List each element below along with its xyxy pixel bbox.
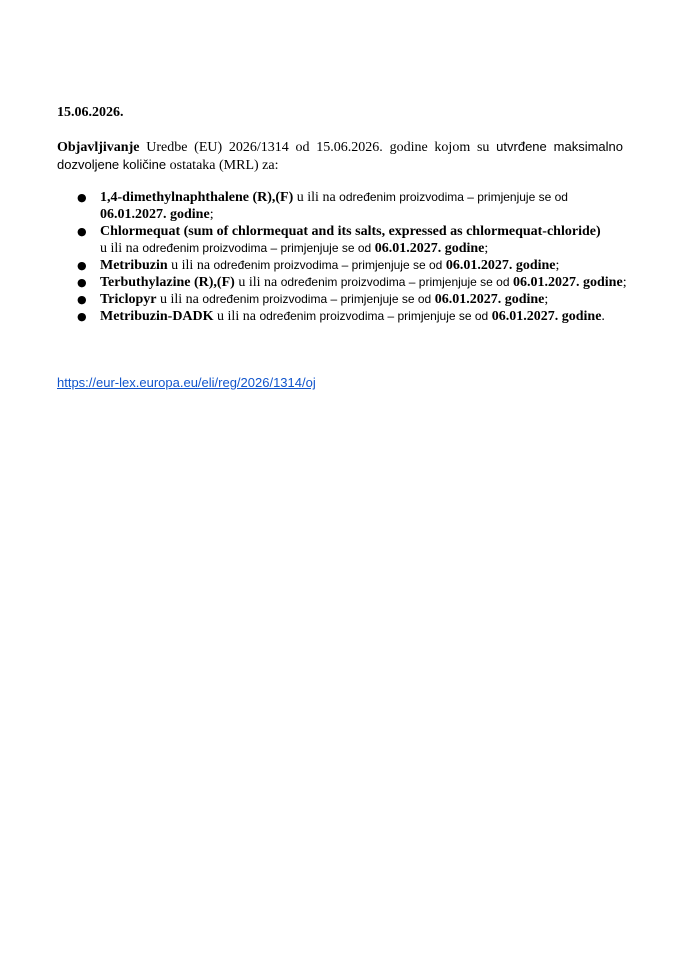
bullet-icon: ● [77, 293, 87, 306]
intro-text-2: utvrđene maksimalno dozvoljene količine [57, 139, 623, 172]
list-item [57, 257, 629, 274]
list-item [57, 189, 629, 223]
list-item [57, 308, 629, 325]
substance-name: Triclopyr [100, 292, 157, 307]
substance-list [57, 189, 629, 325]
item-text-sans: određenim proizvodima – primjenjuje se od [142, 241, 372, 255]
effective-date: 06.01.2027. godine [434, 292, 545, 307]
bullet-icon: ● [77, 259, 87, 272]
substance-name: Metribuzin [100, 258, 168, 273]
eur-lex-link[interactable]: https://eur-lex.europa.eu/eli/reg/2026/1314/oj [57, 375, 316, 390]
item-text: u ili na [167, 258, 214, 273]
effective-date: 06.01.2027. godine [445, 258, 556, 273]
effective-date: 06.01.2027. godine [491, 309, 602, 324]
intro-lead: Objavljivanje [57, 140, 140, 155]
bullet-icon: ● [77, 191, 87, 204]
intro-text-3: ostataka (MRL) za: [166, 158, 279, 173]
intro-paragraph [57, 138, 623, 174]
intro-text-1: Uredbe (EU) 2026/1314 od 15.06.2026. godine kojom su [139, 140, 497, 155]
item-end: ; [544, 292, 549, 307]
item-text-sans: određenim proizvodima – primjenjuje se od [202, 292, 432, 306]
bullet-icon: ● [77, 310, 87, 323]
bullet-icon: ● [77, 225, 87, 238]
item-end: ; [555, 258, 560, 273]
effective-date: 06.01.2027. godine [513, 275, 623, 290]
effective-date: 06.01.2027. godine [374, 241, 485, 256]
item-text: u ili na [213, 309, 260, 324]
substance-name: 1,4-dimethylnaphthalene (R),(F) [100, 190, 294, 205]
item-text-sans: određenim proizvodima – primjenjuje se od [280, 275, 510, 289]
substance-name: Metribuzin-DADK [100, 309, 214, 324]
item-text: u ili na [100, 241, 143, 256]
bullet-icon: ● [77, 276, 87, 289]
substance-name: Terbuthylazine (R),(F) [100, 275, 235, 290]
item-end: ; [209, 207, 214, 222]
item-text: u ili na [293, 190, 340, 205]
document-date: 15.06.2026. [57, 105, 124, 120]
item-end: . [601, 309, 605, 324]
item-text-sans: određenim proizvodima – primjenjuje se od [213, 258, 443, 272]
item-text-sans: određenim proizvodima – primjenjuje se od [339, 190, 568, 204]
list-item [57, 223, 629, 257]
item-end: ; [622, 275, 627, 290]
list-item [57, 274, 629, 291]
item-text: u ili na [234, 275, 281, 290]
list-item [57, 291, 629, 308]
item-text-sans: određenim proizvodima – primjenjuje se od [259, 309, 489, 323]
substance-name: Chlormequat (sum of chlormequat and its salts, expressed as chlormequat-chloride) [100, 224, 601, 239]
item-end: ; [484, 241, 489, 256]
effective-date: 06.01.2027. godine [100, 207, 210, 222]
item-text: u ili na [156, 292, 203, 307]
